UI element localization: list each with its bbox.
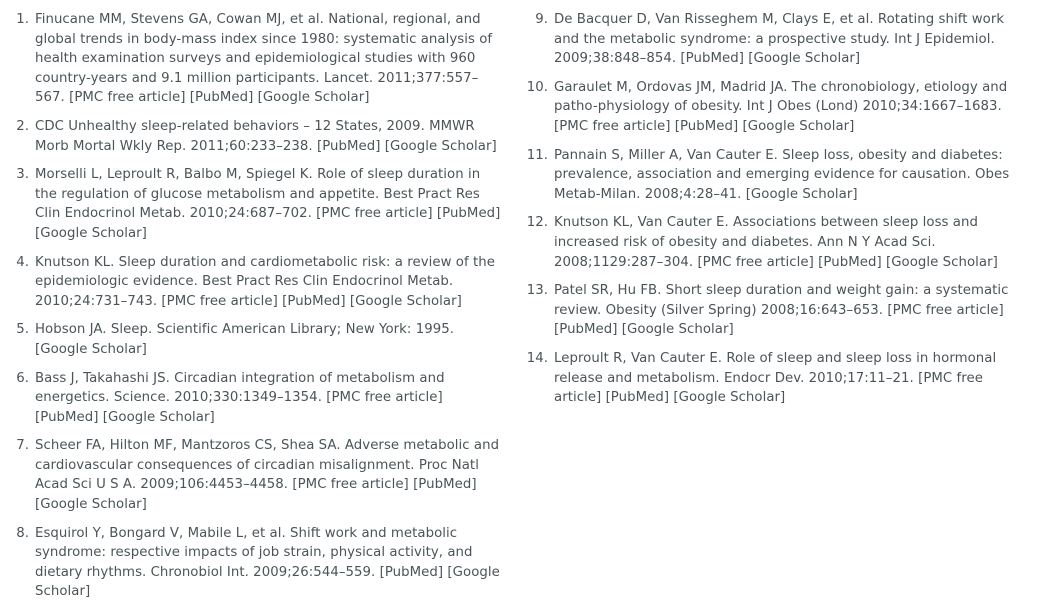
reference-text[interactable]: Garaulet M, Ordovas JM, Madrid JA. The chronobiology, etiology and patho-physiology of obesity. Int J Obes (Lond) 2010;34:1667–1683. [PMC free article] [PubMed] [Google Scholar] <box>554 79 1008 134</box>
reference-item <box>10 524 504 602</box>
reference-text[interactable]: Esquirol Y, Bongard V, Mabile L, et al. Shift work and metabolic syndrome: respective impacts of job strain, physical activity, and dietary rhythms. Chronobiol Int. 2009;26:544–559. [PubMed] [Google Scholar] <box>35 525 500 600</box>
reference-text[interactable]: Hobson JA. Sleep. Scientific American Library; New York: 1995. [Google Scholar] <box>35 322 455 357</box>
reference-number: 4. <box>16 254 29 270</box>
reference-item <box>526 146 1020 205</box>
reference-text[interactable]: Knutson KL, Van Cauter E. Associations between sleep loss and increased risk of obesity and diabetes. Ann N Y Acad Sci. 2008;1129:287–304. [PMC free article] [PubMed] [Google Scholar] <box>554 215 998 270</box>
reference-item <box>10 10 504 108</box>
reference-item <box>526 281 1020 340</box>
reference-number: 13. <box>526 283 548 299</box>
reference-item <box>526 78 1020 137</box>
reference-item <box>10 369 504 428</box>
reference-item <box>10 117 504 156</box>
reference-number: 10. <box>526 79 548 95</box>
reference-text[interactable]: De Bacquer D, Van Risseghem M, Clays E, et al. Rotating shift work and the metabolic syndrome: a prospective study. Int J Epidemiol. 2009;38:848–854. [PubMed] [Google Scholar] <box>554 12 1005 67</box>
reference-text[interactable]: CDC Unhealthy sleep-related behaviors – 12 States, 2009. MMWR Morb Mortal Wkly Rep. 2011;60:233–238. [PubMed] [Google Scholar] <box>35 118 497 154</box>
reference-text[interactable]: Knutson KL. Sleep duration and cardiometabolic risk: a review of the epidemiologic evidence. Best Pract Res Clin Endocrinol Metab. 2010;24:731–743. [PMC free article] [PubMed] [Google Scholar] <box>35 254 495 309</box>
right-column <box>526 10 1020 417</box>
left-column <box>10 10 504 611</box>
reference-number: 1. <box>16 12 29 27</box>
reference-number: 5. <box>16 322 29 338</box>
reference-text[interactable]: Pannain S, Miller A, Van Cauter E. Sleep loss, obesity and diabetes: prevalence, association and emerging evidence for causation. Obes Metab-Milan. 2008;4:28–41. [Google Scholar] <box>554 147 1010 202</box>
reference-number: 6. <box>16 370 29 386</box>
reference-item <box>10 320 504 359</box>
reference-number: 9. <box>535 12 548 27</box>
reference-text[interactable]: Bass J, Takahashi JS. Circadian integration of metabolism and energetics. Science. 2010;330:1349–1354. [PMC free article] [PubMed] [Google Scholar] <box>35 370 445 425</box>
reference-item <box>10 165 504 243</box>
reference-list-right <box>526 10 1020 408</box>
reference-item <box>526 10 1020 69</box>
two-column-layout <box>10 10 1019 611</box>
reference-item <box>526 349 1020 408</box>
reference-text[interactable]: Leproult R, Van Cauter E. Role of sleep and sleep loss in hormonal release and metabolism. Endocr Dev. 2010;17:11–21. [PMC free article] [PubMed] [Google Scholar] <box>554 350 997 406</box>
reference-number: 8. <box>16 525 29 541</box>
reference-number: 3. <box>16 167 29 183</box>
reference-text[interactable]: Finucane MM, Stevens GA, Cowan MJ, et al. National, regional, and global trends in body-mass index since 1980: systematic analysis of health examination surveys and epidemiological studies with 960 country-years and 9.1 million participants. Lancet. 2011;377:557–567. [PMC free article] [PubMed] [Google Scholar] <box>35 12 493 106</box>
reference-item <box>10 436 504 514</box>
reference-text[interactable]: Scheer FA, Hilton MF, Mantzoros CS, Shea SA. Adverse metabolic and cardiovascular consequences of circadian misalignment. Proc Natl Acad Sci U S A. 2009;106:4453–4458. [PMC free article] [PubMed] [Google Scholar] <box>35 438 500 513</box>
reference-number: 14. <box>526 350 548 366</box>
reference-list-left <box>10 10 504 602</box>
reference-number: 12. <box>526 215 548 231</box>
reference-number: 2. <box>16 118 29 134</box>
reference-text[interactable]: Morselli L, Leproult R, Balbo M, Spiegel K. Role of sleep duration in the regulation of glucose metabolism and appetite. Best Pract Res Clin Endocrinol Metab. 2010;24:687–702. [PMC free article] [PubMed] [Google Scholar] <box>35 167 501 241</box>
reference-item <box>10 253 504 312</box>
reference-number: 7. <box>16 438 29 454</box>
reference-number: 11. <box>526 147 548 163</box>
reference-item <box>526 213 1020 272</box>
reference-text[interactable]: Patel SR, Hu FB. Short sleep duration and weight gain: a systematic review. Obesity (Silver Spring) 2008;16:643–653. [PMC free article] [PubMed] [Google Scholar] <box>554 283 1009 338</box>
